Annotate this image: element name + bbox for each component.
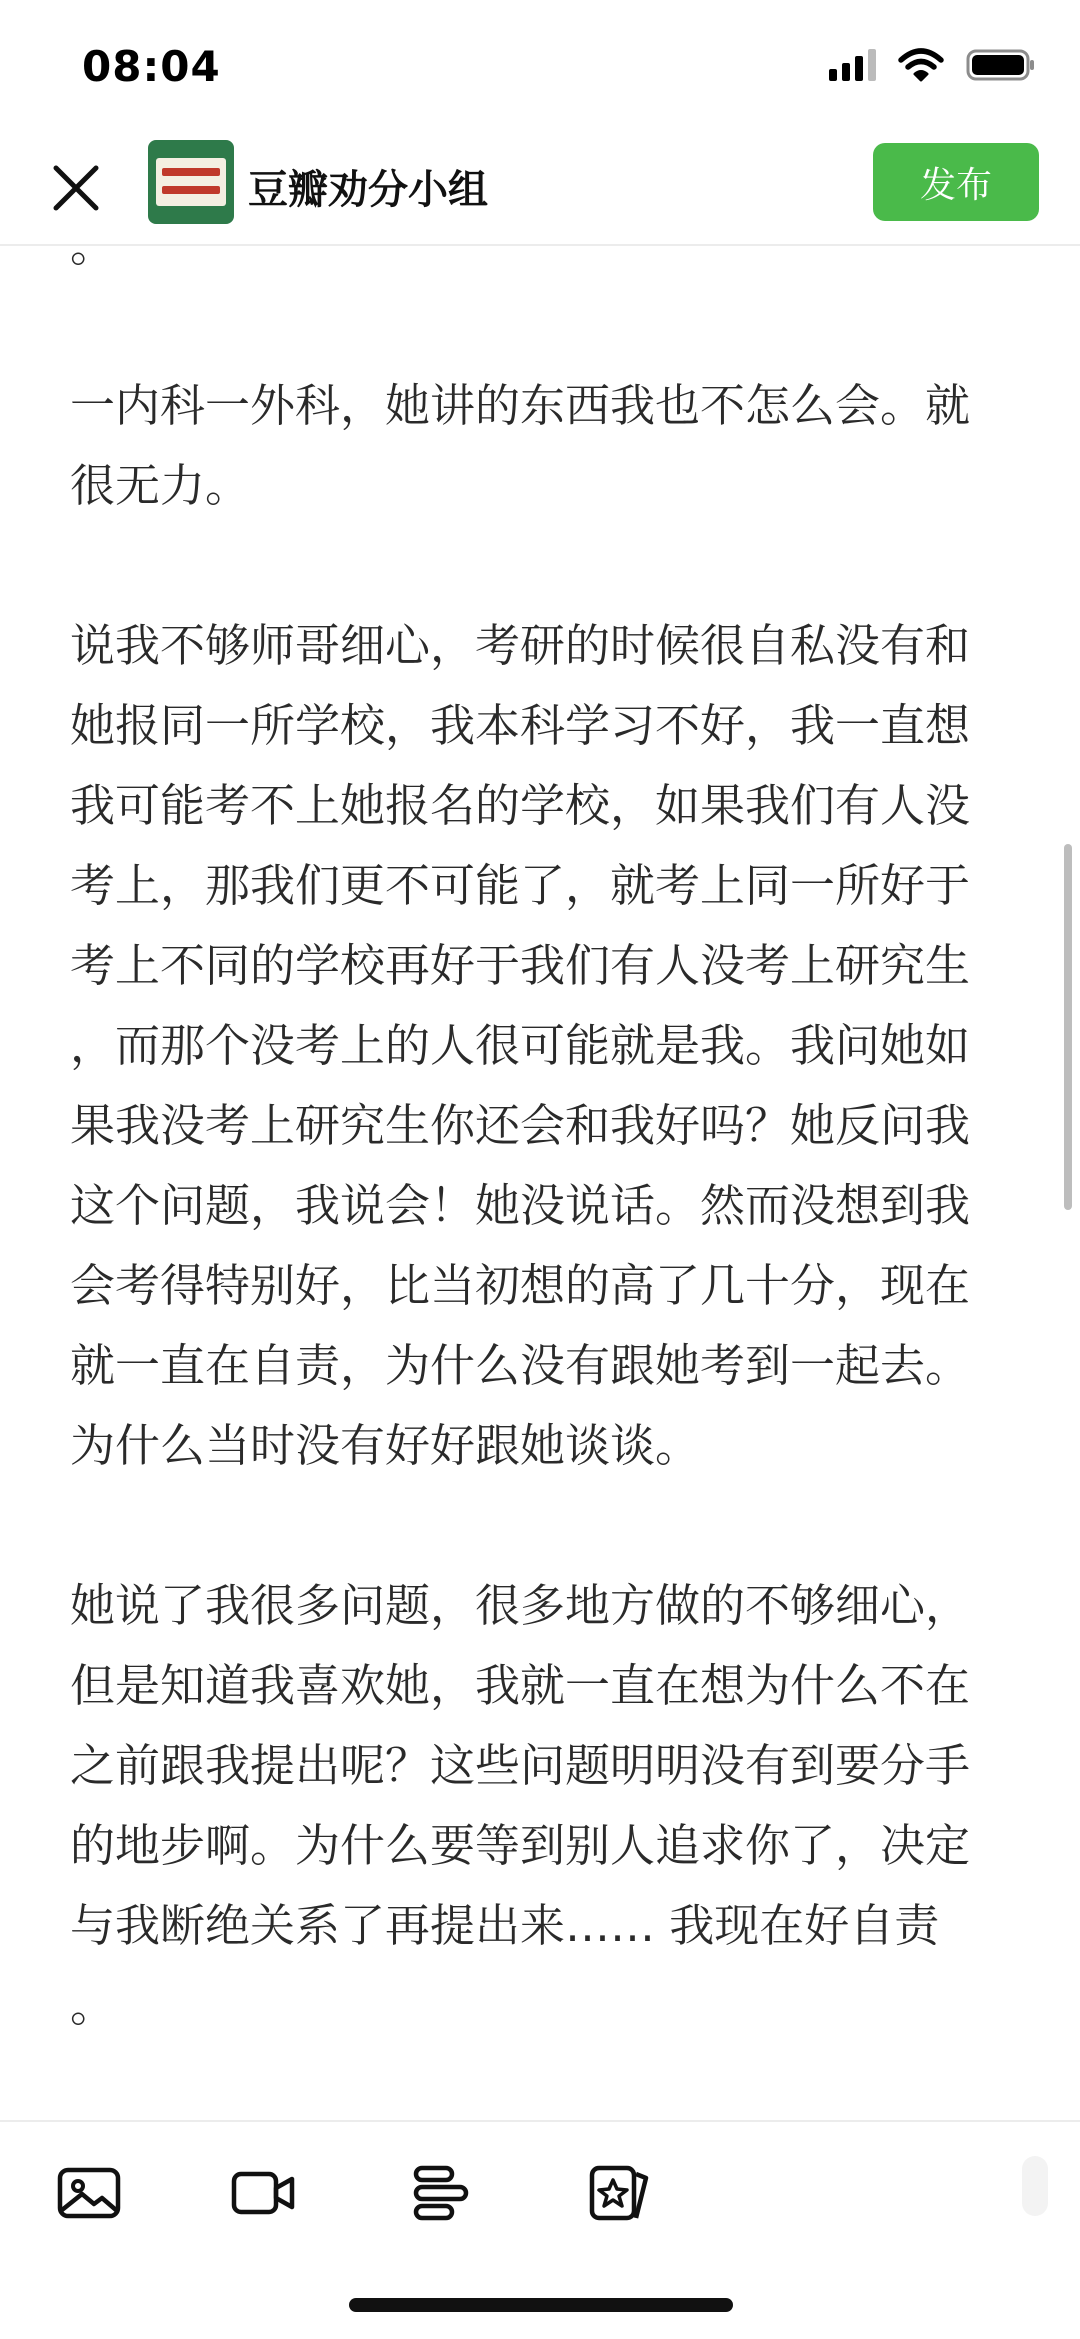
text-line: 她说了我很多问题，很多地方做的不够细心， bbox=[70, 1579, 971, 1632]
text-line: 考上不同的学校再好于我们有人没考上研究生 bbox=[70, 939, 971, 992]
text-line: 我可能考不上她报名的学校，如果我们有人没 bbox=[70, 779, 971, 832]
paragraph bbox=[70, 206, 1020, 286]
text-line: 的地步啊。为什么要等到别人追求你了，决定 bbox=[70, 1819, 971, 1872]
text-line: 会考得特别好，比当初想的高了几十分，现在 bbox=[70, 1259, 971, 1312]
status-bar bbox=[0, 0, 1080, 140]
post-editor[interactable] bbox=[0, 219, 1080, 2120]
text-line: 但是知道我喜欢她，我就一直在想为什么不在 bbox=[70, 1659, 971, 1712]
text-line: 她报同一所学校，我本科学习不好，我一直想 bbox=[70, 699, 971, 752]
post-body[interactable] bbox=[70, 206, 1020, 2286]
text-line: ，而那个没考上的人很可能就是我。我问她如 bbox=[70, 1019, 971, 1072]
image-icon[interactable] bbox=[56, 2160, 122, 2226]
text-line: 。 bbox=[70, 219, 116, 272]
video-icon[interactable] bbox=[230, 2160, 296, 2226]
group-title[interactable]: 豆瓣劝分小组 bbox=[248, 167, 488, 213]
keyboard-toggle-handle[interactable] bbox=[1022, 2156, 1048, 2216]
status-icons bbox=[829, 48, 1036, 82]
wifi-icon bbox=[898, 48, 944, 82]
publish-button[interactable]: 发布 bbox=[873, 143, 1039, 221]
text-line: 考上，那我们更不可能了，就考上同一所好于 bbox=[70, 859, 971, 912]
text-line: 很无力。 bbox=[70, 459, 251, 512]
text-format-icon[interactable] bbox=[408, 2160, 474, 2226]
status-time: 08:04 bbox=[82, 42, 221, 91]
text-line: 就一直在自责，为什么没有跟她考到一起去。 bbox=[70, 1339, 971, 1392]
text-line: 为什么当时没有好好跟她谈谈。 bbox=[70, 1419, 701, 1472]
text-line: 之前跟我提出呢？这些问题明明没有到要分手 bbox=[70, 1739, 971, 1792]
signal-icon bbox=[829, 49, 876, 81]
paragraph bbox=[70, 606, 1020, 1486]
text-line: 果我没考上研究生你还会和我好吗？她反问我 bbox=[70, 1099, 971, 1152]
home-indicator[interactable] bbox=[349, 2298, 733, 2312]
battery-icon bbox=[966, 48, 1036, 82]
paragraph bbox=[70, 366, 1020, 526]
text-line: 与我断绝关系了再提出来…… 我现在好自责 bbox=[70, 1899, 940, 1952]
text-line: 。 bbox=[70, 1979, 116, 2032]
text-line: 说我不够师哥细心，考研的时候很自私没有和 bbox=[70, 619, 971, 672]
sticker-icon[interactable] bbox=[586, 2160, 652, 2226]
paragraph bbox=[70, 1566, 1020, 2046]
text-line: 这个问题，我说会！她没说话。然而没想到我 bbox=[70, 1179, 971, 1232]
text-line: 一内科一外科，她讲的东西我也不怎么会。就 bbox=[70, 379, 971, 432]
scrollbar[interactable] bbox=[1064, 844, 1072, 1210]
